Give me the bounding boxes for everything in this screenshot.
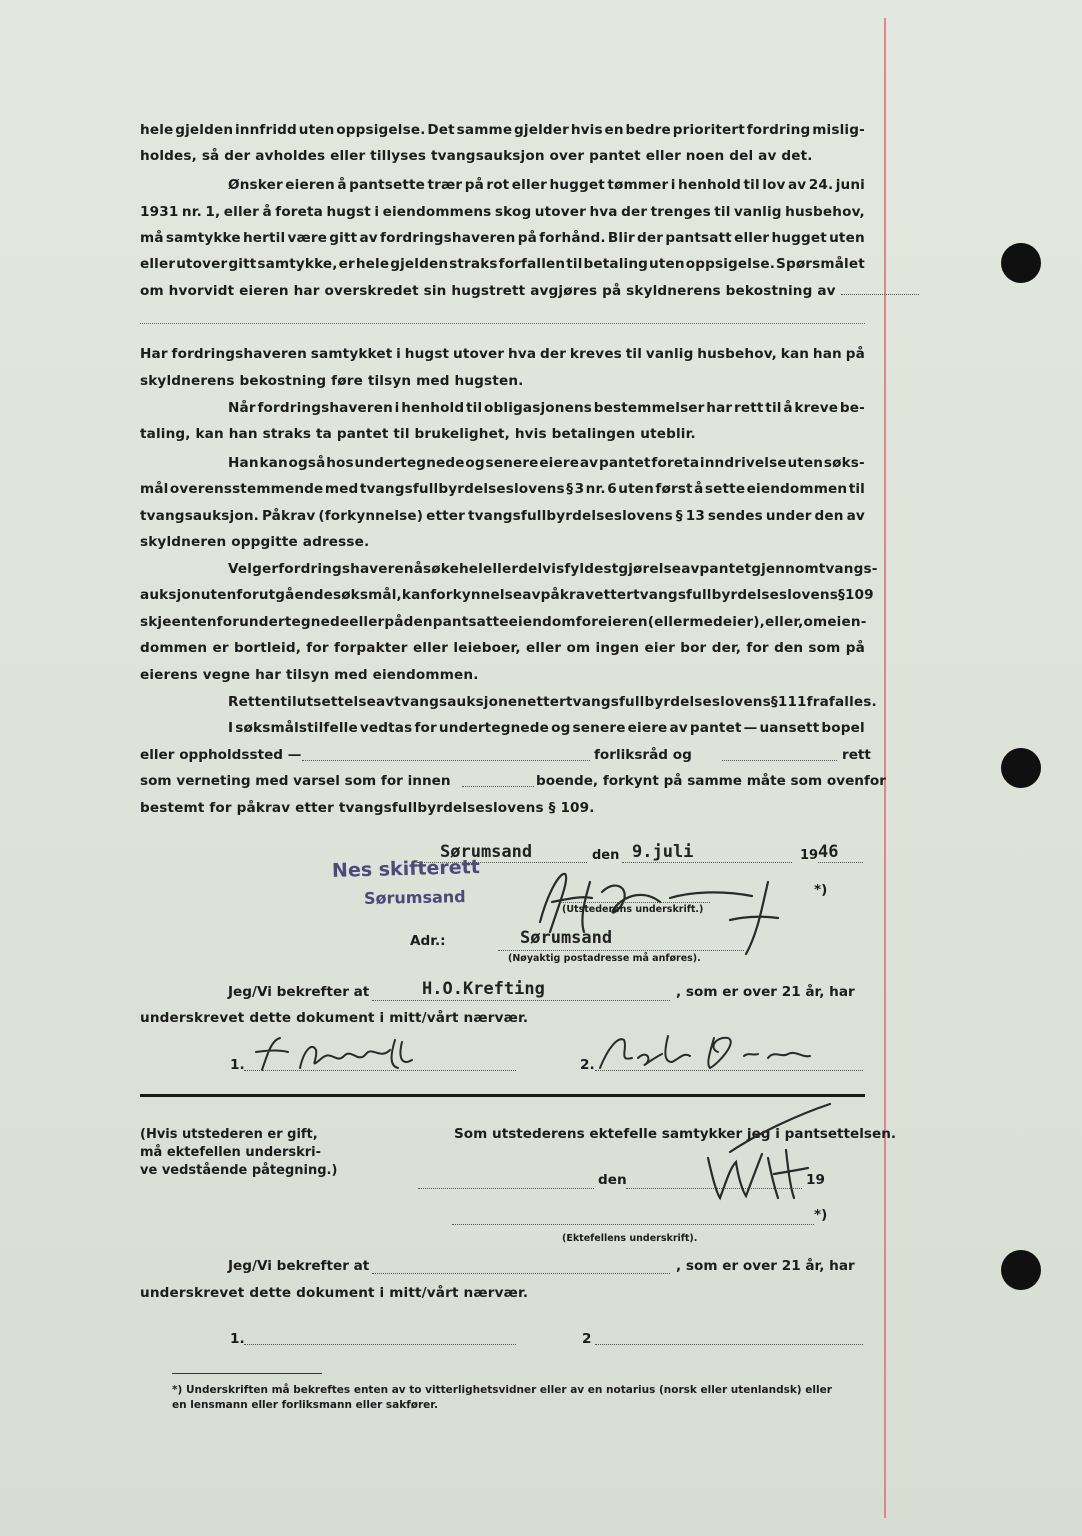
- issuer-signature-caption: (Utstederens underskrift.): [562, 904, 704, 915]
- footnote-mark: *): [814, 1207, 828, 1223]
- dotted-blank: [452, 1224, 814, 1225]
- text-line: Har fordringshaveren samtykket i hugst utover hva der kreves til vanlig husbehov, kan han på: [140, 346, 865, 362]
- dotted-blank: [498, 950, 744, 951]
- stamp-line-1: Nes skifterett: [331, 856, 481, 882]
- footnote-rule: [172, 1373, 322, 1374]
- address-caption: (Nøyaktig postadresse må anføres).: [508, 953, 701, 964]
- den-label: den: [592, 848, 620, 863]
- dotted-blank: [372, 1000, 670, 1001]
- witness-number-1: 1.: [230, 1331, 245, 1347]
- address-label: Adr.:: [410, 933, 446, 949]
- text-line: hele gjelden innfridd uten oppsigelse. Det samme gjelder hvis en bedre prioritert fordring mislig-: [140, 122, 865, 138]
- place-handwritten: Sørumsand: [440, 842, 533, 862]
- dotted-blank: [302, 760, 590, 761]
- text-line: som verneting med varsel som for innen: [140, 773, 451, 789]
- spouse-year-label: 19: [806, 1172, 825, 1188]
- text-line: om hvorvidt eieren har overskredet sin hugstrett avgjøres på skyldnerens bekostning av: [140, 283, 865, 299]
- spouse-consent-text: Som utstederens ektefelle samtykker jeg i pantsettelsen.: [454, 1126, 897, 1142]
- spouse-signature-caption: (Ektefellens underskrift).: [562, 1233, 698, 1244]
- text-line: skje enten for undertegnede eller på den pantsatte eiendom for eieren (eller medeier), eller, om eien-: [140, 614, 867, 630]
- text-line: Han kan også hos undertegnede og senere eiere av pantet foreta inndrivelse uten søks-: [228, 455, 865, 471]
- spouse-initials-signature: [690, 1092, 840, 1204]
- text-line: holdes, så der avholdes eller tillyses tvangsauksjon over pantet eller noen del av det.: [140, 148, 813, 164]
- text-line: dommen er bortleid, for forpakter eller leieboer, eller om ingen eier bor der, for den som på: [140, 640, 865, 656]
- dotted-blank: [560, 902, 710, 903]
- witness-text: underskrevet dette dokument i mitt/vårt nærvær.: [140, 1285, 529, 1301]
- address-handwritten: Sørumsand: [520, 928, 613, 948]
- text-line: forliksråd og: [594, 747, 692, 763]
- witness-text: , som er over 21 år, har: [676, 984, 855, 1000]
- text-line: bestemt for påkrav etter tvangsfullbyrdelseslovens § 109.: [140, 800, 595, 816]
- punch-hole: [1001, 1250, 1041, 1290]
- stamp-line-2: Sørumsand: [363, 887, 466, 908]
- text-line: auksjon uten forutgående søksmål, kan forkynnelse av påkrav etter tvangsfullbyrdelseslovens § 109: [140, 587, 874, 603]
- dotted-blank: [418, 1188, 594, 1189]
- text-line: Når fordringshaveren i henhold til obligasjonens bestemmelser har rett til å kreve be-: [228, 400, 865, 416]
- dotted-blank: [595, 1344, 863, 1345]
- year-handwritten: 46: [818, 842, 839, 862]
- witness-text: , som er over 21 år, har: [676, 1258, 855, 1274]
- text-line: rett: [842, 747, 871, 763]
- witness-number-2: 2.: [580, 1057, 595, 1073]
- footnote-text: *) Underskriften må bekreftes enten av to vitterlighetsvidner eller av en notarius (norsk eller utenlandsk) eller en lensmann eller forliksmann eller sakfører.: [172, 1384, 832, 1411]
- red-margin-line: [884, 18, 886, 1518]
- witnessed-name-handwritten: H.O.Krefting: [422, 979, 545, 999]
- dotted-blank: [462, 786, 534, 787]
- footnote-mark: *): [814, 882, 828, 898]
- dotted-blank: [244, 1070, 516, 1071]
- witness-text: underskrevet dette dokument i mitt/vårt nærvær.: [140, 1010, 529, 1026]
- text-line: eller oppholdssted —: [140, 747, 302, 763]
- date-handwritten: 9.juli: [632, 842, 694, 862]
- text-line: taling, kan han straks ta pantet til brukelighet, hvis betalingen uteblir.: [140, 426, 696, 442]
- text-line: skyldneren oppgitte adresse.: [140, 534, 370, 550]
- dotted-blank: [595, 1070, 863, 1071]
- text-line: Velger fordringshaveren å søke hel eller delvis fyldestgjørelse av pantet gjennom tvangs-: [228, 561, 878, 577]
- text-line: tvangsauksjon. Påkrav (forkynnelse) etter tvangsfullbyrdelseslovens § 13 sendes under den av: [140, 508, 865, 524]
- witness-number-1: 1.: [230, 1057, 245, 1073]
- text-line: mål overensstemmende med tvangsfullbyrdelseslovens § 3 nr. 6 uten først å sette eiendommen til: [140, 481, 865, 497]
- text-line: Retten til utsettelse av tvangsauksjonen etter tvangsfullbyrdelseslovens § 111 frafalles.: [228, 694, 877, 710]
- witness-text: Jeg/Vi bekrefter at: [228, 1258, 370, 1274]
- witness-1-signature: [240, 1030, 430, 1080]
- punch-hole: [1001, 748, 1041, 788]
- dotted-blank: [818, 862, 863, 863]
- dotted-blank: [244, 1344, 516, 1345]
- text-line: må samtykke hertil være gitt av fordringshaveren på forhånd. Blir der pantsatt eller hugget uten: [140, 230, 865, 246]
- text-line: skyldnerens bekostning føre tilsyn med hugsten.: [140, 373, 524, 389]
- text-line: Ønsker eieren å pantsette trær på rot eller hugget tømmer i henhold til lov av 24. juni: [228, 177, 865, 193]
- dotted-blank-line: [140, 323, 865, 324]
- year-prefix: 19: [800, 848, 819, 863]
- text-line: 1931 nr. 1, eller å foreta hugst i eiendommens skog utover hva der trenges til vanlig husbehov,: [140, 204, 865, 220]
- spouse-den-label: den: [598, 1172, 627, 1188]
- dotted-blank: [722, 760, 837, 761]
- witness-number-2: 2: [582, 1331, 592, 1347]
- punch-hole: [1001, 243, 1041, 283]
- text-line: eierens vegne har tilsyn med eiendommen.: [140, 667, 479, 683]
- text-line: boende, forkynt på samme måte som ovenfor: [536, 773, 886, 789]
- text-line: eller utover gitt samtykke, er hele gjelden straks forfallen til betaling uten oppsigelse. Spørsmålet: [140, 256, 865, 272]
- dotted-blank: [372, 1273, 670, 1274]
- spouse-note: (Hvis utstederen er gift, må ektefellen underskri- ve vedstående påtegning.): [140, 1127, 338, 1178]
- text-line: I søksmålstilfelle vedtas for undertegnede og senere eiere av pantet — uansett bopel: [228, 720, 865, 736]
- witness-text: Jeg/Vi bekrefter at: [228, 984, 370, 1000]
